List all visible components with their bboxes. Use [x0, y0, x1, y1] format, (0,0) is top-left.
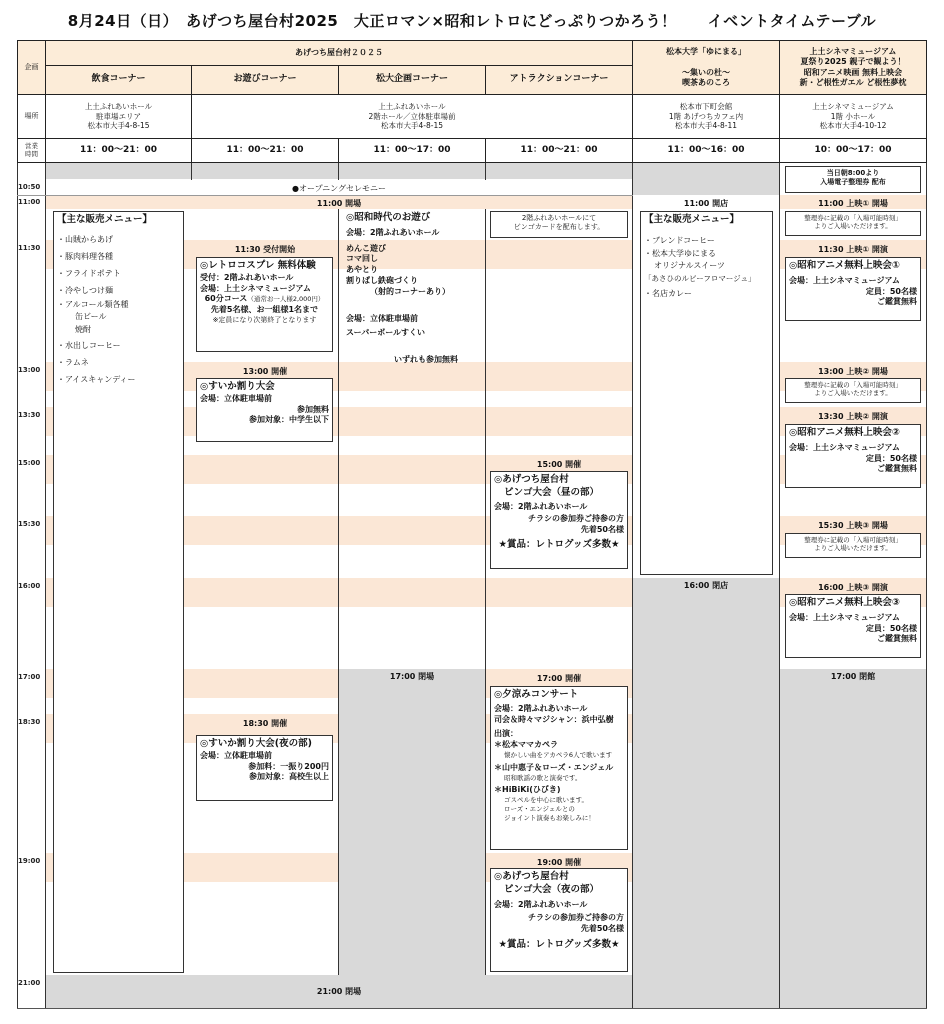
- suika-night-target: 参加対象：高校生以上: [249, 772, 329, 782]
- cinema-ticket-note: 整理券に記載の「入場可能時刻」 よりご入場いただけます。: [785, 533, 921, 558]
- concert-performer-desc: ローズ・エンジェルとの: [504, 804, 575, 813]
- anime-screening-3: [785, 594, 921, 658]
- kissa-menu-item: ・松本大学ゆにまる: [644, 248, 716, 258]
- retro-course: 60分コース: [204, 294, 248, 304]
- page-title: 8月24日（日） あげつち屋台村2025 大正ロマン×昭和レトロにどっぷりつかろう！ イベントタイムテーブル: [67, 12, 877, 30]
- kissa-menu-item: オリジナルスイーツ: [654, 260, 725, 270]
- concert-performer-desc: ジョイント演奏もお楽しみに！: [504, 813, 595, 822]
- cin-1300: 13:00 上映② 開場: [818, 367, 888, 376]
- suika-night-venue: 会場：立体駐車場前: [200, 750, 272, 760]
- anime-heading: ◎昭和アニメ無料上映会③: [789, 597, 900, 608]
- anime-free: ご鑑賞無料: [877, 464, 917, 474]
- concert-mc: 司会＆時々マジシャン：浜中弘樹: [494, 714, 614, 724]
- col-header-attraction: アトラクションコーナー: [485, 65, 633, 95]
- time-label: 11:00: [18, 198, 41, 206]
- bingo-day-condition: チラシの参加券ご持参の方: [528, 514, 624, 524]
- anime-screening-2: [785, 424, 921, 488]
- concert-performer-desc: ゴスペルを中心に歌います。: [504, 796, 588, 805]
- place-shared: 上土ふれあいホール 2階ホール／立体駐車場前 松本市大手4-8-15: [191, 94, 633, 139]
- asobi-1830: 18:30 開催: [242, 719, 288, 728]
- showa-venue-2: 会場：立体駐車場前: [346, 313, 418, 323]
- cin-1130: 11:30 上映① 開演: [818, 245, 888, 254]
- time-label: 18:30: [18, 718, 41, 726]
- suika-day-venue: 会場：立体駐車場前: [200, 393, 272, 403]
- bingo-day-heading-2: ビンゴ大会（昼の部）: [504, 486, 600, 498]
- food-menu-item: ・山賊からあげ: [57, 234, 113, 244]
- anime-capacity: 定員：50名様: [865, 286, 917, 296]
- suika-night-box: [196, 735, 333, 801]
- showa-asobi-block: [346, 212, 481, 366]
- asobi-1300: 13:00 開催: [242, 367, 288, 376]
- anime-heading: ◎昭和アニメ無料上映会②: [789, 427, 900, 438]
- suika-day-heading: ◎すいか割り大会: [200, 381, 275, 392]
- showa-item: 割りばし鉄砲づくり: [346, 276, 418, 285]
- anime-venue: 会場：上土シネマミュージアム: [789, 612, 900, 622]
- food-menu-item: ・冷やしつけ麺: [57, 285, 113, 295]
- open-1100: 11:00 開場: [316, 199, 362, 208]
- showa-item: あやとり: [346, 265, 378, 275]
- retro-note: ※定員になり次第終了となります: [212, 316, 317, 324]
- suika-night-fee: 参加料：一振り200円: [248, 761, 329, 771]
- showa-item: コマ回し: [346, 254, 378, 264]
- kissa-menu-box: [640, 211, 773, 575]
- bingo-night-prize: ★賞品：レトログッズ多数★: [498, 939, 620, 951]
- time-label: 21:00: [18, 979, 41, 987]
- concert-performer-desc: 昭和歌謡の歌と演奏です。: [504, 773, 582, 782]
- food-menu-item: ・アルコール類各種: [57, 299, 129, 309]
- header-group-title: あげつち屋台村２０２５: [45, 40, 633, 66]
- showa-superball: スーパーボールすくい: [346, 328, 426, 338]
- anime-free: ご鑑賞無料: [877, 297, 917, 307]
- anime-venue: 会場：上土シネマミュージアム: [789, 275, 900, 285]
- cinema-ticket-note: 整理券に記載の「入場可能時刻」 よりご入場いただけます。: [785, 378, 921, 403]
- time-label: 16:00: [18, 582, 41, 590]
- bingo-night-heading-1: ◎あげつち屋台村: [494, 871, 569, 882]
- showa-item: めんこ遊び: [346, 243, 386, 253]
- anime-capacity: 定員：50名様: [865, 453, 917, 463]
- concert-heading: ◎夕涼みコンサート: [494, 689, 579, 700]
- row-label-kikaku: 企画: [17, 40, 46, 95]
- time-label: 19:00: [18, 857, 41, 865]
- col-header-matsudai: 松大企画コーナー: [338, 65, 486, 95]
- bingo-card-note: 2階ふれあいホールにて ビンゴカードを配布します。: [490, 211, 628, 238]
- retro-cosplay-box: [196, 257, 333, 352]
- row-label-basho: 場所: [17, 94, 46, 139]
- food-menu-heading: 【主な販売メニュー】: [57, 214, 153, 225]
- place-cinema: 上土シネマミュージアム 1階 小ホール 松本市大手4-10-12: [779, 94, 927, 139]
- suika-night-heading: ◎すいか割り大会(夜の部): [200, 738, 312, 749]
- bingo-night-heading-2: ビンゴ大会（夜の部）: [504, 883, 600, 895]
- atr-1700: 17:00 開催: [536, 674, 582, 683]
- suika-day-box: [196, 378, 333, 442]
- retro-venue: 会場：上土シネマミュージアム: [200, 283, 311, 293]
- kissa-open: 11:00 開店: [683, 199, 729, 208]
- retro-limit: 先着5名様、お一組様1名まで: [210, 305, 319, 315]
- concert-performer: ＊山中惠子＆ローズ・エンジェル: [494, 762, 614, 772]
- col-header-cinema: 上土シネマミュージアム 夏祭り2025 親子で観よう！ 昭和アニメ映画 無料上映会 新・ど根性ガエル ど根性夢枕: [779, 40, 927, 95]
- cinema-morning-note: 当日朝8:00より 入場電子整理券 配布: [785, 166, 921, 193]
- atr-1900: 19:00 開催: [536, 858, 582, 867]
- food-menu-item: ・ラムネ: [57, 357, 89, 367]
- suika-day-target: 参加対象：中学生以下: [249, 415, 329, 425]
- concert-venue: 会場：2階ふれあいホール: [494, 703, 588, 713]
- matsudai-close: 17:00 閉場: [389, 672, 435, 681]
- anime-free: ご鑑賞無料: [877, 634, 917, 644]
- concert-performer: ＊松本ママカペラ: [494, 740, 558, 750]
- close-2100: 21:00 閉場: [316, 987, 362, 996]
- bingo-day-limit: 先着50名様: [580, 525, 624, 535]
- time-label: 11:30: [18, 244, 41, 252]
- food-menu-item: 焼酎: [75, 324, 91, 334]
- anime-venue: 会場：上土シネマミュージアム: [789, 442, 900, 452]
- opening-ceremony: ●オープニングセレモニー: [291, 184, 387, 193]
- bingo-day-heading-1: ◎あげつち屋台村: [494, 474, 569, 485]
- suika-day-fee: 参加無料: [297, 404, 329, 414]
- concert-performer-desc: 懐かしい曲をアカペラ6人で歌います: [504, 751, 613, 759]
- col-header-kissa: 松本大学「ゆにまる」 ～集いの杜～ 喫茶あのころ: [632, 40, 780, 95]
- showa-item: （射的コーナーあり）: [370, 286, 450, 296]
- time-label: 15:30: [18, 520, 41, 528]
- bingo-day-prize: ★賞品：レトログッズ多数★: [498, 539, 620, 551]
- food-menu-item: 缶ビール: [75, 311, 107, 321]
- food-menu-box: [53, 211, 184, 973]
- food-menu-item: ・フライドポテト: [57, 268, 121, 278]
- food-menu-item: ・豚肉料理各種: [57, 251, 113, 261]
- time-label: 17:00: [18, 673, 41, 681]
- retro-course-price: （通常お一人様2,000円）: [247, 295, 325, 304]
- cin-1330: 13:30 上映② 開演: [818, 412, 888, 421]
- bingo-day-venue: 会場：2階ふれあいホール: [494, 501, 588, 511]
- bingo-night-box: [490, 868, 628, 972]
- hours-attraction: 11：00～21：00: [485, 138, 633, 163]
- concert-performer: ＊HiBiKi(ひびき): [494, 785, 561, 795]
- showa-heading: ◎昭和時代のお遊び: [346, 212, 431, 223]
- concert-performers-label: 出演：: [494, 729, 518, 739]
- cin-1530: 15:30 上映③ 開場: [818, 521, 888, 530]
- anime-capacity: 定員：50名様: [865, 623, 917, 633]
- cin-1100: 11:00 上映① 開場: [818, 199, 888, 208]
- col-header-asobi: お遊びコーナー: [191, 65, 339, 95]
- row-label-eigyo: 営業 時間: [17, 138, 46, 163]
- cinema-ticket-note: 整理券に記載の「入場可能時刻」 よりご入場いただけます。: [785, 211, 921, 236]
- cinema-close: 17:00 閉館: [830, 672, 876, 681]
- place-kissa: 松本市下町会館 1階 あげつちカフェ内 松本市大手4-8-11: [632, 94, 780, 139]
- asobi-1130: 11:30 受付開始: [234, 245, 296, 254]
- time-label: 10:50: [18, 183, 41, 191]
- concert-box: [490, 686, 628, 850]
- time-label: 13:00: [18, 366, 41, 374]
- bingo-night-condition: チラシの参加券ご持参の方: [528, 913, 624, 923]
- anime-heading: ◎昭和アニメ無料上映会①: [789, 260, 900, 271]
- food-menu-item: ・水出しコーヒー: [57, 340, 121, 350]
- hours-cinema: 10：00～17：00: [779, 138, 927, 163]
- kissa-menu-item: 「あさひのルビーフロマージュ」: [644, 273, 756, 283]
- hours-kissa: 11：00～16：00: [632, 138, 780, 163]
- hours-food: 11：00～21：00: [45, 138, 192, 163]
- bingo-night-limit: 先着50名様: [580, 924, 624, 934]
- bingo-night-venue: 会場：2階ふれあいホール: [494, 899, 588, 909]
- col-header-food: 飲食コーナー: [45, 65, 192, 95]
- time-label: 15:00: [18, 459, 41, 467]
- bingo-day-box: [490, 471, 628, 569]
- place-food: 上土ふれあいホール 駐車場エリア 松本市大手4-8-15: [45, 94, 192, 139]
- kissa-menu-heading: 【主な販売メニュー】: [644, 214, 740, 225]
- showa-free: いずれも参加無料: [394, 355, 458, 365]
- kissa-menu-item: ・名店カレー: [644, 288, 692, 298]
- showa-venue-1: 会場：2階ふれあいホール: [346, 227, 440, 237]
- time-label: 13:30: [18, 411, 41, 419]
- kissa-close: 16:00 閉店: [683, 581, 729, 590]
- atr-1500: 15:00 開催: [536, 460, 582, 469]
- hours-asobi: 11：00～21：00: [191, 138, 339, 163]
- hours-matsudai: 11：00～17：00: [338, 138, 486, 163]
- retro-heading: ◎レトロコスプレ 無料体験: [200, 260, 316, 271]
- anime-screening-1: [785, 257, 921, 321]
- kissa-menu-item: ・ブレンドコーヒー: [644, 235, 715, 245]
- cin-1600: 16:00 上映③ 開演: [818, 583, 888, 592]
- food-menu-item: ・アイスキャンディー: [57, 374, 136, 384]
- retro-reception: 受付：2階ふれあいホール: [200, 272, 294, 282]
